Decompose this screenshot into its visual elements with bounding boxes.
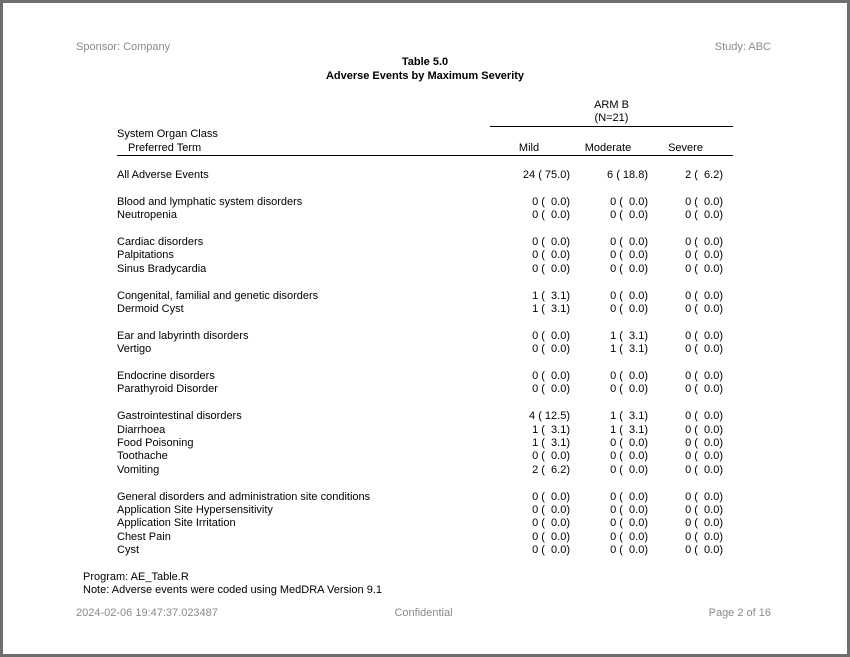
preferred-term-label: Toothache [117,450,168,463]
moderate-value: 1 ( 3.1) [610,329,648,342]
mild-value: 1 ( 3.1) [532,289,570,302]
table-number-title: Table 5.0 [401,56,449,68]
adverse-events-table [117,99,733,558]
preferred-term-label: Sinus Bradycardia [117,262,207,275]
spacer-row [117,477,733,490]
severe-value: 0 ( 0.0) [685,423,724,436]
table-row [117,330,733,343]
moderate-value: 1 ( 3.1) [610,423,648,436]
mild-value: 0 ( 0.0) [532,343,570,356]
preferred-term-label: Neutropenia [117,209,177,222]
moderate-value: 0 ( 0.0) [610,303,648,316]
severe-value: 0 ( 0.0) [685,463,724,476]
mild-value: 0 ( 0.0) [532,383,570,396]
table-row [117,303,733,316]
moderate-value: 0 ( 0.0) [610,209,648,222]
table-row [117,410,733,423]
preferred-term-label: Palpitations [117,249,174,262]
moderate-value: 0 ( 0.0) [610,249,648,262]
mild-value: 24 ( 75.0) [522,169,570,182]
moderate-value: 0 ( 0.0) [610,262,648,275]
table-row [117,491,733,504]
severe-value: 0 ( 0.0) [685,370,724,383]
moderate-value: 1 ( 3.1) [610,343,648,356]
severe-value: 0 ( 0.0) [685,303,724,316]
spacer-row [117,357,733,370]
preferred-term-label: Vomiting [117,463,160,476]
column-header-row [117,126,733,155]
mild-value: 1 ( 3.1) [532,303,570,316]
table-row [117,504,733,517]
arm-header-cell [490,99,733,126]
preferred-term-label: Cyst [117,544,139,557]
table-row [117,424,733,437]
moderate-value: 1 ( 3.1) [610,410,648,423]
table-title-block [3,56,847,83]
page-footer [76,607,771,620]
soc-label: Congenital, familial and genetic disorders [117,289,319,302]
soc-label: Blood and lymphatic system disorders [117,195,303,208]
severe-value: 0 ( 0.0) [685,410,724,423]
moderate-value: 0 ( 0.0) [610,530,648,543]
severe-value: 0 ( 0.0) [685,490,724,503]
column-header-mild: Mild [490,126,570,155]
table-row [117,531,733,544]
moderate-value: 0 ( 0.0) [610,490,648,503]
preferred-term-label: Food Poisoning [117,437,194,450]
study-label: Study: ABC [714,41,771,53]
soc-label: Endocrine disorders [117,370,215,383]
mild-value: 0 ( 0.0) [532,530,570,543]
moderate-value: 0 ( 0.0) [610,289,648,302]
table-row [117,517,733,530]
mild-value: 1 ( 3.1) [532,437,570,450]
mild-value: 2 ( 6.2) [532,463,570,476]
moderate-value: 6 ( 18.8) [607,169,648,182]
mild-value: 0 ( 0.0) [532,262,570,275]
severe-value: 0 ( 0.0) [685,289,724,302]
severe-value: 0 ( 0.0) [685,209,724,222]
preferred-term-label: Application Site Hypersensitivity [117,504,273,517]
table-row [117,263,733,276]
spacer-row [117,316,733,329]
page-header [76,41,771,54]
spacer-row [117,397,733,410]
confidential-label: Confidential [394,607,453,620]
table-row [117,343,733,356]
preferred-term-label: Vertigo [117,343,152,356]
moderate-value: 0 ( 0.0) [610,437,648,450]
moderate-value: 0 ( 0.0) [610,450,648,463]
table-row [117,450,733,463]
severe-value: 2 ( 6.2) [685,169,724,182]
table-row [117,196,733,209]
table-row [117,209,733,222]
severe-value: 0 ( 0.0) [685,437,724,450]
mild-value: 0 ( 0.0) [532,517,570,530]
mild-value: 4 ( 12.5) [529,410,570,423]
stub-header-line1: System Organ Class [117,128,218,141]
severe-value: 0 ( 0.0) [685,530,724,543]
mild-value: 0 ( 0.0) [532,236,570,249]
arm-label: ARM B [594,99,629,111]
mild-value: 0 ( 0.0) [532,209,570,222]
sponsor-label: Sponsor: Company [76,41,171,53]
table-row [117,383,733,396]
severe-value: 0 ( 0.0) [685,504,724,517]
mild-value: 0 ( 0.0) [532,504,570,517]
moderate-value: 0 ( 0.0) [610,236,648,249]
soc-label: Ear and labyrinth disorders [117,329,249,342]
severe-value: 0 ( 0.0) [685,450,724,463]
spacer-row [117,223,733,236]
table-row [117,437,733,450]
severe-value: 0 ( 0.0) [685,544,724,557]
datetime-label: 2024-02-06 19:47:37.023487 [76,607,218,620]
preferred-term-label: Application Site Irritation [117,517,236,530]
moderate-value: 0 ( 0.0) [610,517,648,530]
mild-value: 1 ( 3.1) [532,423,570,436]
severe-value: 0 ( 0.0) [685,236,724,249]
moderate-value: 0 ( 0.0) [610,383,648,396]
stub-header-line2: Preferred Term [128,141,202,154]
mild-value: 0 ( 0.0) [532,249,570,262]
table-subtitle: Adverse Events by Maximum Severity [325,69,525,82]
table-row [117,544,733,557]
column-header-severe: Severe [648,126,733,155]
spacer-row [117,156,733,169]
preferred-term-label: Parathyroid Disorder [117,383,218,396]
spacer-row [117,276,733,289]
soc-label: General disorders and administration site conditions [117,490,371,503]
preferred-term-label: Chest Pain [117,530,171,543]
mild-value: 0 ( 0.0) [532,370,570,383]
stub-header-cell [117,126,490,155]
moderate-value: 0 ( 0.0) [610,504,648,517]
spacer-row [117,182,733,195]
table-row [117,464,733,477]
mild-value: 0 ( 0.0) [532,450,570,463]
preferred-term-label: Diarrhoea [117,423,166,436]
severe-value: 0 ( 0.0) [685,195,724,208]
moderate-value: 0 ( 0.0) [610,370,648,383]
mild-value: 0 ( 0.0) [532,195,570,208]
moderate-value: 0 ( 0.0) [610,463,648,476]
column-header-moderate: Moderate [570,126,648,155]
arm-header-spacer [117,99,490,126]
severe-value: 0 ( 0.0) [685,517,724,530]
arm-n-label: (N=21) [594,112,629,125]
footnote-block [83,571,847,599]
soc-label: Gastrointestinal disorders [117,410,242,423]
severe-value: 0 ( 0.0) [685,249,724,262]
table-row [117,290,733,303]
severe-value: 0 ( 0.0) [685,262,724,275]
table-row [117,169,733,182]
soc-label: Cardiac disorders [117,236,204,249]
severe-value: 0 ( 0.0) [685,329,724,342]
severe-value: 0 ( 0.0) [685,383,724,396]
severe-value: 0 ( 0.0) [685,343,724,356]
note-footnote: Note: Adverse events were coded using MedDRA Version 9.1 [83,584,383,597]
moderate-value: 0 ( 0.0) [610,544,648,557]
mild-value: 0 ( 0.0) [532,490,570,503]
mild-value: 0 ( 0.0) [532,329,570,342]
table-row [117,249,733,262]
program-footnote: Program: AE_Table.R [83,570,189,583]
moderate-value: 0 ( 0.0) [610,195,648,208]
preferred-term-label: Dermoid Cyst [117,303,184,316]
table-row [117,236,733,249]
mild-value: 0 ( 0.0) [532,544,570,557]
arm-header-row [117,99,733,126]
table-row [117,370,733,383]
page-number-label: Page 2 of 16 [708,607,771,620]
soc-label: All Adverse Events [117,169,209,182]
